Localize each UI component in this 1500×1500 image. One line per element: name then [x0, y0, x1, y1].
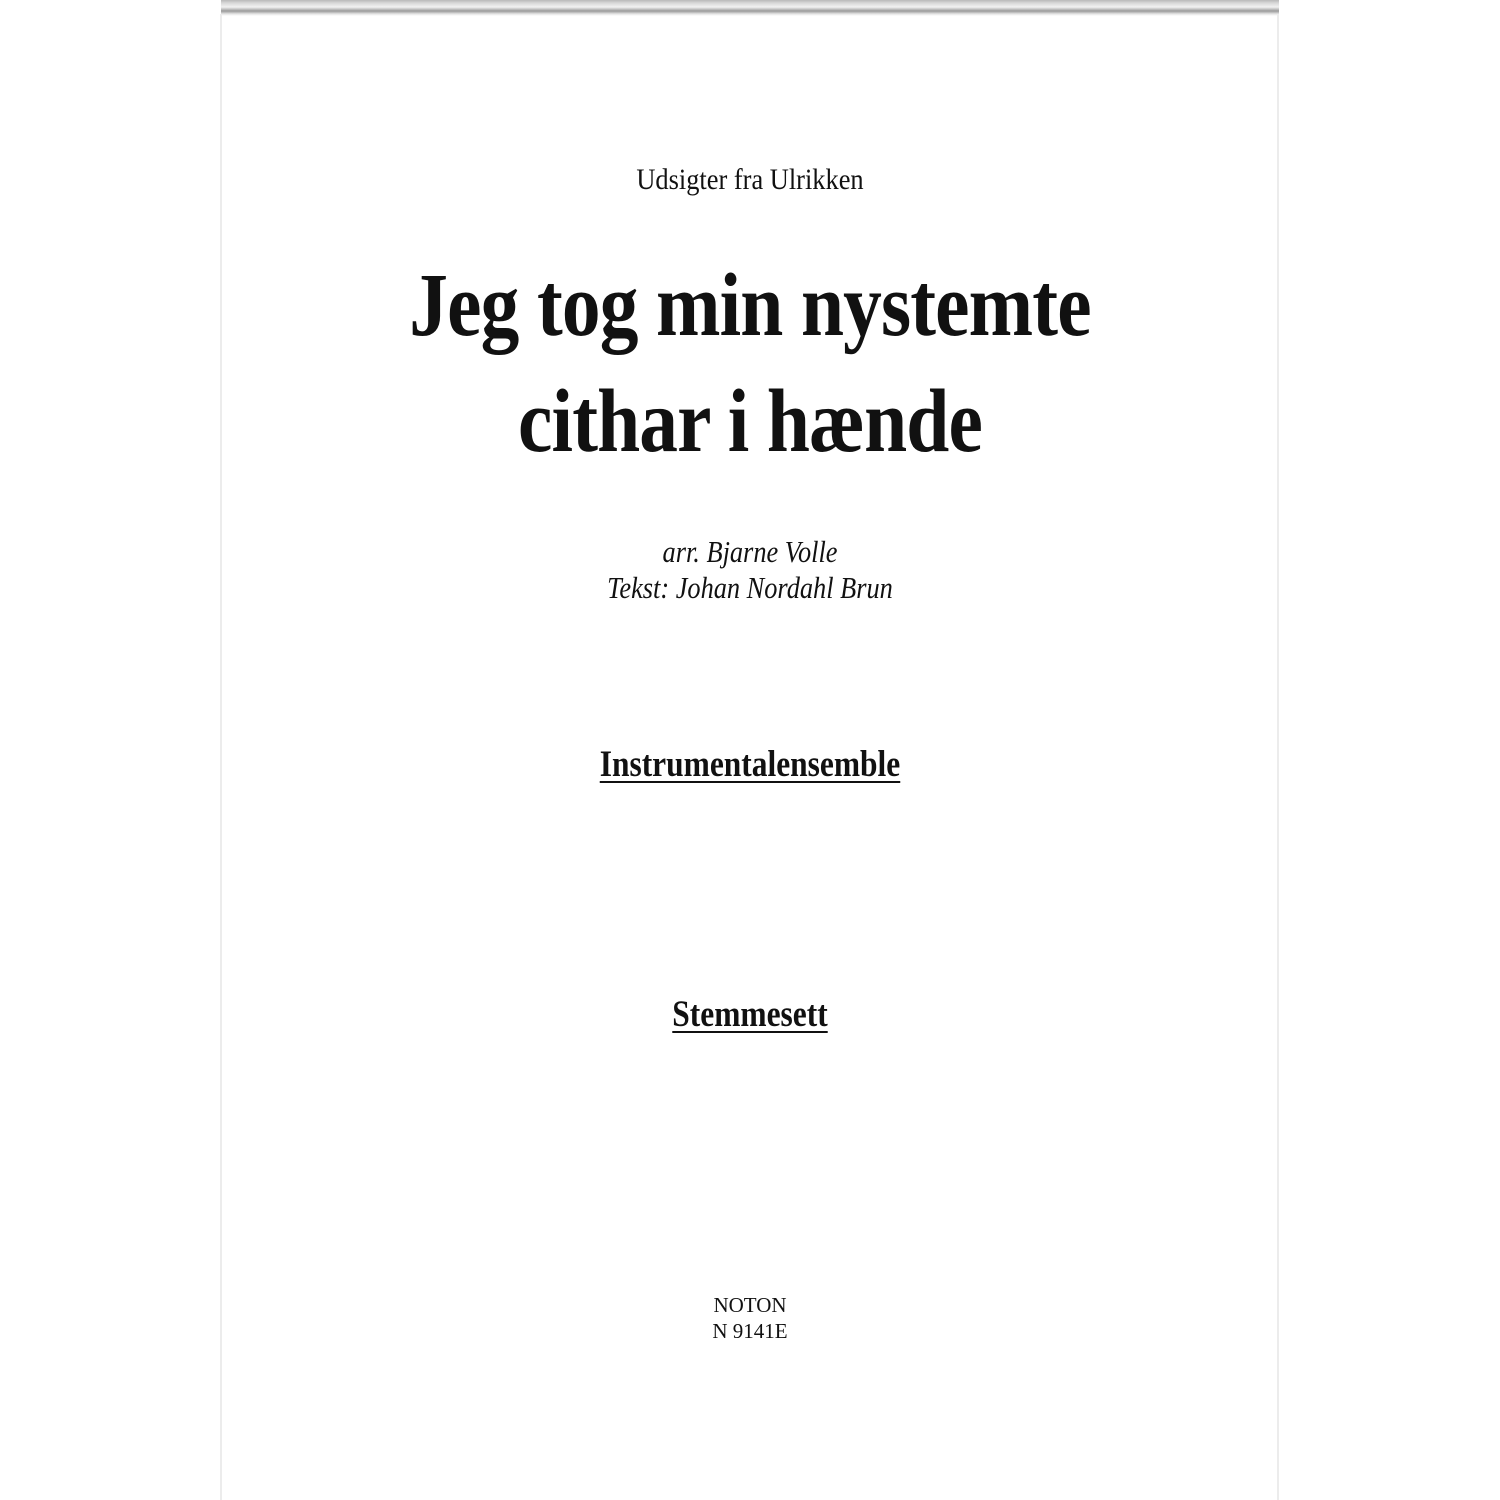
cover-title-line-2: cithar i hænde [518, 372, 982, 471]
catalog-number: N 9141E [712, 1319, 788, 1343]
publisher-name: NOTON [713, 1293, 787, 1317]
lyricist-credit: Tekst: Johan Nordahl Brun [607, 570, 893, 605]
scan-top-edge [221, 0, 1279, 16]
part-set-label: Stemmesett [672, 994, 828, 1035]
cover-title-line-1: Jeg tog min nystemte [409, 256, 1091, 355]
publisher-block [221, 1292, 1279, 1344]
ensemble-label: Instrumentalensemble [599, 744, 901, 785]
arranger-credit: arr. Bjarne Volle [662, 534, 838, 569]
cover-title [295, 248, 1205, 480]
cover-subtitle: Udsigter fra Ulrikken [636, 163, 864, 196]
scan-left-edge [220, 14, 222, 1500]
part-set-heading [300, 992, 1199, 1038]
cover-credits [300, 534, 1199, 606]
ensemble-heading [300, 742, 1199, 788]
scan-right-edge [1277, 14, 1279, 1500]
